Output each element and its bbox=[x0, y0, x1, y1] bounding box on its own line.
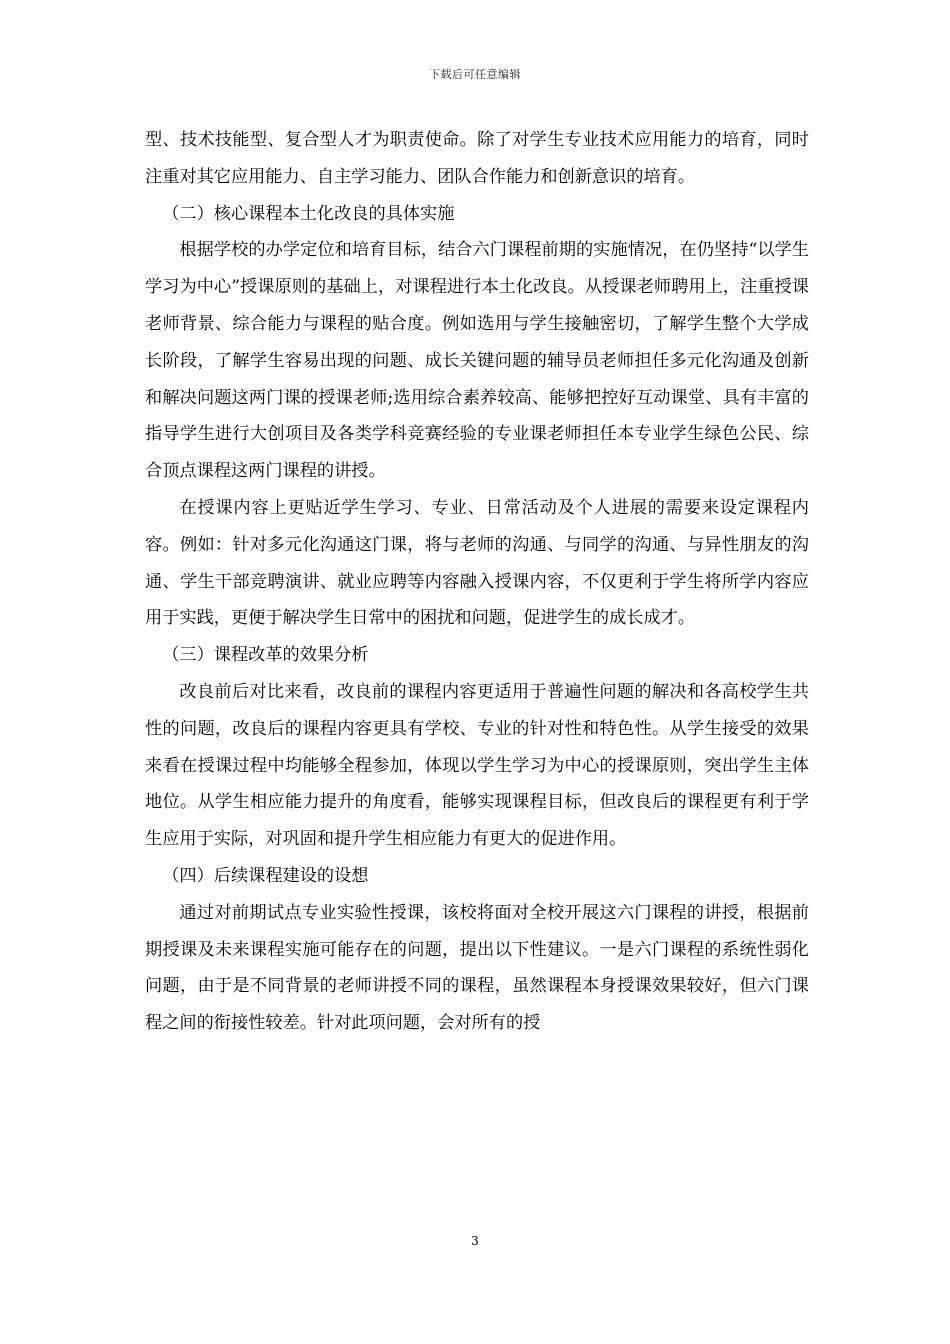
section-heading: （三）课程改革的效果分析 bbox=[162, 645, 369, 666]
paragraph: 根据学校的办学定位和培育目标，结合六门课程前期的实施情况，在仍坚持“以学生学习为中心”授课原则的基础上，对课程进行本土化改良。从授课老师聘用上，注重授课老师背景、综合能力与课程的贴合度。例如选用与学生接触密切，了解学生整个大学成长阶段，了解学生容易出现的问题、成长关键问题的辅导员老师担任多元化沟通及创新和解决问题这两门课的授课老师;选用综合素养较高、能够把控好互动课堂、具有丰富的指导学生进行大创项目及各类学科竞赛经验的专业课老师担任本专业学生绿色公民、综合顶点课程这两门课程的讲授。 bbox=[145, 240, 809, 482]
document-body bbox=[145, 122, 809, 1042]
section-heading: （四）后续课程建设的设想 bbox=[162, 865, 369, 886]
paragraph-continuation: 型、技术技能型、复合型人才为职责使命。除了对学生专业技术应用能力的培育，同时注重对其它应用能力、自主学习能力、团队合作能力和创新意识的培育。 bbox=[145, 130, 809, 187]
paragraph: 通过对前期试点专业实验性授课，该校将面对全校开展这六门课程的讲授，根据前期授课及未来课程实施可能存在的问题，提出以下性建议。一是六门课程的系统性弱化问题，由于是不同背景的老师讲授不同的课程，虽然课程本身授课效果较好，但六门课程之间的衔接性较差。针对此项问题，会对所有的授 bbox=[145, 902, 809, 1034]
page-number: 3 bbox=[471, 1234, 479, 1248]
paragraph: 在授课内容上更贴近学生学习、专业、日常活动及个人进展的需要来设定课程内容。例如：针对多元化沟通这门课，将与老师的沟通、与同学的沟通、与异性朋友的沟通、学生干部竞聘演讲、就业应聘等内容融入授课内容，不仅更利于学生将所学内容应用于实践，更便于解决学生日常中的困扰和问题，促进学生的成长成才。 bbox=[145, 497, 809, 629]
section-heading: （二）核心课程本土化改良的具体实施 bbox=[162, 203, 455, 224]
paragraph: 改良前后对比来看，改良前的课程内容更适用于普遍性问题的解决和各高校学生共性的问题，改良后的课程内容更具有学校、专业的针对性和特色性。从学生接受的效果来看在授课过程中均能够全程参加，体现以学生学习为中心的授课原则，突出学生主体地位。从学生相应能力提升的角度看，能够实现课程目标，但改良后的课程更有利于学生应用于实际，对巩固和提升学生相应能力有更大的促进作用。 bbox=[145, 681, 809, 850]
page-header-note: 下载后可任意编辑 bbox=[429, 68, 521, 81]
